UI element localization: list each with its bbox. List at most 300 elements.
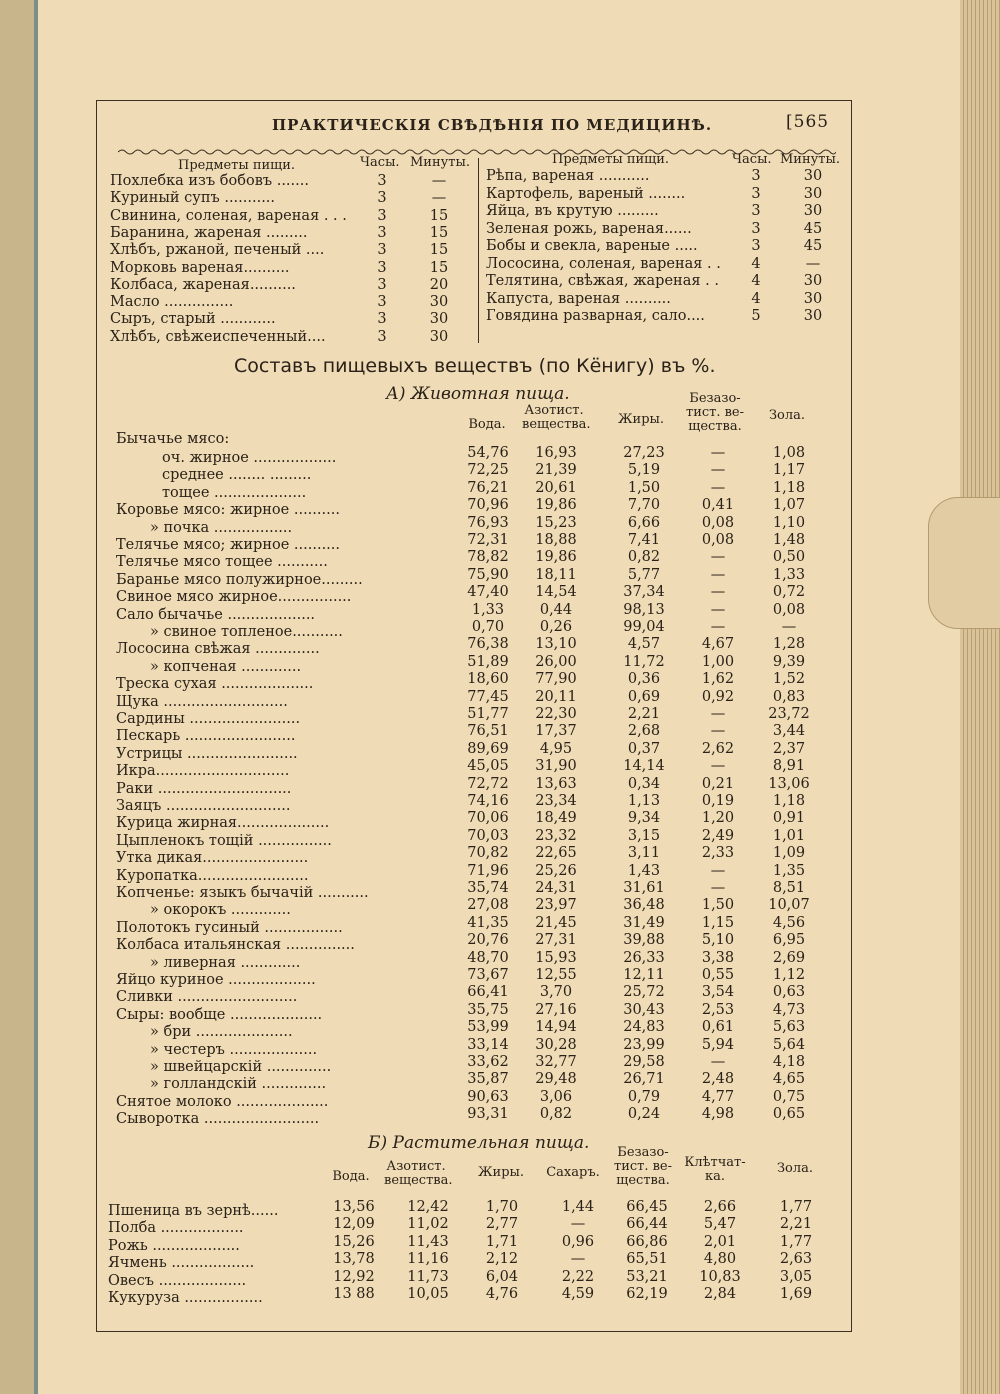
digestion-food: Яйца, въ крутую ......... [486,203,659,219]
digestion-hours: 4 [751,273,761,289]
animal-cell: 30,43 [623,1001,665,1018]
animal-cell: 37,34 [623,584,665,601]
animal-cell: 54,76 [467,445,509,461]
veg-cell: 2,21 [779,1216,813,1233]
animal-cell: 48,70 [467,949,509,966]
animal-cell: 2,37 [772,740,806,757]
animal-cell: 14,94 [535,1019,577,1036]
digestion-food: Баранина, жареная ......... [110,224,308,241]
animal-cell: 16,93 [535,445,577,461]
animal-cell: 17,37 [535,723,577,740]
animal-cell: 53,99 [467,1019,509,1036]
animal-cell: 1,48 [772,532,806,548]
animal-cell: 99,04 [623,619,665,635]
animal-cell: — [710,479,726,496]
veg-cell: 53,21 [626,1268,668,1285]
veg-cell: — [570,1216,586,1233]
animal-cell: 1,20 [701,810,735,827]
veg-cell: 11,43 [407,1233,449,1250]
digestion-head-hours-left: Часы. [360,155,400,170]
animal-food-name: Лососина свѣжая .............. [116,641,320,658]
animal-food-name: Треска сухая .................... [116,676,314,693]
veg-head-water: Вода. [332,1169,370,1184]
animal-food-name: » копченая ............. [150,658,302,675]
animal-cell: 23,99 [623,1036,665,1053]
animal-cell: 1,10 [772,514,806,531]
veg-cell: 12,92 [333,1268,375,1285]
digestion-minutes: 30 [429,328,449,345]
animal-food-name: Щука ........................... [116,693,288,710]
animal-cell: 78,82 [467,549,509,566]
animal-food-name: Снятое молоко .................... [116,1093,329,1110]
digestion-minutes: 15 [429,242,449,259]
animal-cell: 36,48 [623,897,665,914]
animal-cell: 70,82 [467,845,509,862]
animal-cell: 33,62 [467,1054,509,1070]
animal-cell: 6,66 [627,514,661,531]
animal-cell: 72,25 [467,462,509,479]
animal-cell: 0,91 [772,810,806,827]
animal-cell: — [710,706,726,722]
animal-cell: 1,13 [627,793,661,809]
veg-cell: 13,78 [333,1251,375,1268]
animal-cell: 2,62 [701,740,735,757]
animal-food-name: Курица жирная.................... [116,815,330,832]
veg-cell: 15,26 [333,1233,375,1250]
veg-cell: 0,96 [561,1233,595,1250]
animal-cell: 77,90 [535,671,577,688]
digestion-hours: 3 [377,311,387,328]
animal-head-fats: Жиры. [617,412,665,427]
digestion-minutes: 15 [429,224,449,241]
animal-cell: 1,18 [772,793,806,809]
animal-cell: — [710,619,726,635]
animal-food-name: Цыпленокъ тощій ................ [116,832,332,849]
veg-cell: 1,69 [779,1286,813,1302]
animal-food-name: Телячье мясо; жирное .......... [116,537,341,553]
animal-cell: 2,49 [701,827,735,844]
animal-cell: 29,48 [535,1071,577,1088]
animal-cell: 30,28 [535,1036,577,1053]
animal-food-name: Сыворотка ......................... [116,1111,320,1128]
digestion-minutes: 15 [429,207,449,224]
animal-cell: 6,95 [772,932,806,949]
veg-head-ash: Зола. [776,1161,814,1176]
digestion-food: Зеленая рожь, вареная...... [486,220,692,237]
digestion-hours: 3 [751,168,761,184]
animal-food-name: » честеръ ................... [150,1041,318,1058]
animal-cell: 0,19 [701,793,735,809]
digestion-minutes: 45 [803,238,823,254]
digestion-hours: 3 [377,242,387,259]
animal-cell: 0,36 [627,671,661,688]
digestion-hours: 4 [751,255,761,272]
animal-food-name: Сардины ........................ [116,711,301,727]
animal-cell: 1,50 [627,479,661,496]
veg-cell: 62,19 [626,1286,668,1302]
digestion-head-food-left: Предметы пищи. [178,158,296,173]
animal-cell: — [710,1054,726,1070]
veg-food-name: Пшеница въ зернѣ...... [108,1203,279,1219]
animal-cell: 26,00 [535,653,577,670]
animal-cell: 31,90 [535,758,577,775]
animal-cell: 1,07 [772,497,806,514]
digestion-minutes: 30 [429,294,449,311]
animal-cell: 1,62 [701,671,735,688]
animal-cell: 4,57 [627,636,661,653]
digestion-hours: 3 [377,276,387,293]
animal-cell: 18,60 [467,671,509,688]
animal-cell: 1,43 [627,862,661,879]
animal-cell: 1,35 [772,862,806,879]
animal-cell: 25,72 [623,984,665,1001]
animal-cell: 0,37 [627,740,661,757]
veg-cell: 4,59 [561,1286,595,1302]
animal-cell: 0,79 [627,1088,661,1105]
animal-food-name: » почка ................. [150,519,293,536]
animal-cell: — [710,566,726,583]
wavy-rule [118,148,836,156]
veg-cell: 2,01 [703,1233,737,1250]
animal-cell: 22,65 [535,845,577,862]
animal-food-name: Колбаса итальянская ............... [116,937,355,954]
veg-cell: 2,22 [561,1268,595,1285]
animal-cell: — [710,880,726,896]
page-number: [565 [786,112,830,132]
animal-cell: 1,33 [471,601,505,618]
animal-cell: 0,70 [471,619,505,635]
digestion-minutes: 30 [803,308,823,324]
veg-food-name: Кукуруза ................. [108,1290,263,1306]
animal-cell: 1,12 [772,967,806,983]
animal-cell: 1,18 [772,479,806,496]
animal-cell: 0,44 [539,601,573,618]
digestion-food: Картофель, вареный ........ [486,185,686,202]
animal-cell: 19,86 [535,497,577,514]
animal-cell: 29,58 [623,1054,665,1070]
animal-cell: 76,21 [467,479,509,496]
veg-cell: 13 88 [333,1286,375,1302]
digestion-minutes: — [431,173,447,189]
animal-cell: 1,01 [772,827,806,844]
animal-cell: 3,06 [539,1088,573,1105]
veg-cell: 4,80 [703,1251,737,1268]
animal-group-label: Бычачье мясо: [116,431,230,447]
animal-food-name: Полотокъ гусиный ................. [116,919,343,936]
thumb-index-tab [928,497,1000,629]
digestion-hours: 3 [377,328,387,345]
animal-food-name: » окорокъ ............. [150,902,291,919]
animal-cell: 1,28 [772,636,806,653]
veg-cell: 11,73 [407,1268,449,1285]
animal-cell: — [710,723,726,740]
digestion-food: Хлѣбъ, свѣжеиспеченный.... [110,328,326,345]
veg-food-name: Ячмень .................. [108,1255,255,1272]
animal-cell: 0,82 [539,1106,573,1123]
animal-food-name: » швейцарскій .............. [150,1059,332,1075]
digestion-food: Бобы и свекла, вареные ..... [486,238,698,254]
page-edges [960,0,1000,1394]
animal-cell: 76,38 [467,636,509,653]
animal-cell: 23,32 [535,827,577,844]
digestion-food: Капуста, вареная .......... [486,290,671,307]
animal-cell: 13,10 [535,636,577,653]
animal-food-name: Сливки .......................... [116,989,298,1006]
animal-cell: — [710,445,726,461]
animal-cell: 7,70 [627,497,661,514]
animal-food-name: Пескарь ........................ [116,728,296,745]
animal-food-name: Заяцъ ........................... [116,798,291,814]
animal-cell: 0,26 [539,619,573,635]
animal-cell: 1,00 [701,653,735,670]
animal-food-name: оч. жирное .................. [162,450,337,466]
animal-cell: 0,61 [701,1019,735,1036]
animal-food-name: Телячье мясо тощее ........... [116,554,328,571]
veg-head-nonnitrogen: Безазо- тист. ве- щества. [614,1145,672,1188]
animal-cell: 1,50 [701,897,735,914]
animal-food-name: Яйцо куриное ................... [116,972,316,988]
animal-cell: 0,63 [772,984,806,1001]
digestion-hours: 3 [751,185,761,202]
animal-subtitle: А) Животная пища. [386,384,570,404]
digestion-hours: 3 [377,224,387,241]
digestion-hours: 4 [751,290,761,307]
animal-cell: 27,16 [535,1001,577,1018]
animal-head-water: Вода. [468,417,506,432]
animal-head-ash: Зола. [768,408,806,423]
animal-cell: 24,31 [535,880,577,896]
animal-food-name: Куропатка........................ [116,867,309,884]
digestion-food: Морковь вареная.......... [110,259,290,276]
veg-cell: 1,77 [779,1233,813,1250]
veg-cell: 2,63 [779,1251,813,1268]
animal-cell: 5,94 [701,1036,735,1053]
digestion-food: Колбаса, жареная.......... [110,276,296,293]
animal-cell: 18,49 [535,810,577,827]
digestion-minutes: — [431,190,447,207]
animal-food-name: » ливерная ............. [150,954,301,971]
veg-cell: 2,84 [703,1286,737,1302]
veg-head-sugar: Сахаръ. [546,1165,600,1180]
animal-cell: 3,54 [701,984,735,1001]
digestion-minutes: 15 [429,259,449,276]
animal-cell: 26,33 [623,949,665,966]
animal-cell: 9,39 [772,653,806,670]
animal-cell: 2,33 [701,845,735,862]
animal-cell: 2,68 [627,723,661,740]
veg-cell: 65,51 [626,1251,668,1268]
veg-head-fats: Жиры. [477,1165,525,1180]
animal-cell: 35,75 [467,1001,509,1018]
digestion-food: Масло ............... [110,294,234,311]
animal-cell: 93,31 [467,1106,509,1123]
animal-cell: — [710,584,726,601]
animal-food-name: Свиное мясо жирное................ [116,589,352,606]
animal-cell: 23,97 [535,897,577,914]
animal-cell: 35,74 [467,880,509,896]
animal-cell: 3,70 [539,984,573,1001]
digestion-hours: 3 [377,190,387,207]
digestion-minutes: 30 [803,290,823,307]
animal-cell: — [710,758,726,775]
digestion-hours: 3 [751,238,761,254]
animal-cell: 39,88 [623,932,665,949]
veg-cell: 66,44 [626,1216,668,1233]
animal-cell: 3,38 [701,949,735,966]
digestion-food: Телятина, свѣжая, жареная . . [486,273,719,289]
animal-cell: 0,41 [701,497,735,514]
animal-cell: 4,18 [772,1054,806,1070]
animal-cell: 4,95 [539,740,573,757]
animal-food-name: Баранье мясо полужирное......... [116,571,363,588]
animal-cell: 1,08 [772,445,806,461]
animal-cell: 20,11 [535,688,577,705]
animal-food-name: Раки ............................. [116,780,292,797]
animal-cell: 51,89 [467,653,509,670]
digestion-minutes: 30 [429,311,449,328]
animal-cell: 12,11 [623,967,665,983]
animal-cell: 13,63 [535,775,577,792]
animal-cell: 47,40 [467,584,509,601]
animal-cell: 27,31 [535,932,577,949]
animal-cell: 1,52 [772,671,806,688]
veg-cell: 2,66 [703,1199,737,1215]
digestion-minutes: 30 [803,185,823,202]
animal-cell: 19,86 [535,549,577,566]
animal-cell: 9,34 [627,810,661,827]
digestion-food: Рѣпа, вареная ........... [486,168,650,184]
animal-cell: 70,06 [467,810,509,827]
animal-cell: — [781,619,797,635]
digestion-minutes: — [805,255,821,272]
veg-cell: 13,56 [333,1199,375,1215]
animal-cell: 70,03 [467,827,509,844]
animal-cell: 4,98 [701,1106,735,1123]
animal-cell: 11,72 [623,653,665,670]
animal-cell: 10,07 [768,897,810,914]
digestion-minutes: 30 [803,203,823,219]
animal-cell: 4,67 [701,636,735,653]
digestion-minutes: 45 [803,220,823,237]
animal-cell: 4,77 [701,1088,735,1105]
animal-food-name: тощее .................... [162,484,307,501]
animal-cell: 5,19 [627,462,661,479]
animal-cell: 0,72 [772,584,806,601]
animal-cell: 0,50 [772,549,806,566]
animal-cell: — [710,549,726,566]
digestion-hours: 3 [377,173,387,189]
animal-food-name: » бри ..................... [150,1024,293,1041]
animal-cell: 0,21 [701,775,735,792]
animal-cell: 1,17 [772,462,806,479]
animal-cell: 75,90 [467,566,509,583]
animal-cell: 0,24 [627,1106,661,1123]
animal-cell: 0,08 [772,601,806,618]
animal-cell: 41,35 [467,914,509,931]
animal-cell: 72,31 [467,532,509,548]
animal-cell: 32,77 [535,1054,577,1070]
animal-cell: 4,73 [772,1001,806,1018]
animal-cell: 23,34 [535,793,577,809]
animal-cell: 18,88 [535,532,577,548]
animal-food-name: Утка дикая....................... [116,850,309,867]
animal-cell: 0,55 [701,967,735,983]
animal-cell: 1,09 [772,845,806,862]
animal-cell: 5,77 [627,566,661,583]
column-divider [478,158,479,343]
animal-food-name: Сыры: вообще .................... [116,1006,323,1023]
animal-cell: 89,69 [467,740,509,757]
digestion-hours: 3 [751,220,761,237]
animal-cell: 2,69 [772,949,806,966]
animal-cell: 35,87 [467,1071,509,1088]
animal-cell: 25,26 [535,862,577,879]
animal-cell: 21,45 [535,914,577,931]
animal-cell: 12,55 [535,967,577,983]
animal-cell: 27,23 [623,445,665,461]
animal-cell: 1,33 [772,566,806,583]
animal-food-name: Коровье мясо: жирное .......... [116,502,340,519]
animal-cell: 26,71 [623,1071,665,1088]
animal-cell: — [710,862,726,879]
digestion-hours: 3 [377,259,387,276]
digestion-food: Хлѣбъ, ржаной, печеный .... [110,242,325,259]
animal-cell: 70,96 [467,497,509,514]
animal-cell: 14,14 [623,758,665,775]
animal-cell: 18,11 [535,566,577,583]
animal-cell: 13,06 [768,775,810,792]
animal-cell: 7,41 [627,532,661,548]
animal-cell: 27,08 [467,897,509,914]
animal-cell: 24,83 [623,1019,665,1036]
veg-cell: 4,76 [485,1286,519,1302]
animal-cell: 15,93 [535,949,577,966]
animal-cell: 77,45 [467,688,509,705]
animal-food-name: Копченье: языкъ бычачій ........... [116,885,369,901]
running-header: ПРАКТИЧЕСКІЯ СВѢДѢНІЯ ПО МЕДИЦИНѢ. [272,116,713,134]
animal-cell: 71,96 [467,862,509,879]
digestion-food: Лососина, соленая, вареная . . [486,255,721,272]
digestion-food: Говядина разварная, сало.... [486,308,705,324]
veg-head-cellulose: Клѣтчат- ка. [684,1155,746,1184]
animal-cell: 90,63 [467,1088,509,1105]
veg-food-name: Овесъ ................... [108,1272,247,1289]
veg-food-name: Рожь ................... [108,1237,240,1254]
animal-cell: 0,92 [701,688,735,705]
digestion-food: Похлебка изъ бобовъ ....... [110,173,309,189]
animal-food-name: среднее ........ ......... [162,467,312,484]
vegetable-subtitle: Б) Растительная пища. [368,1133,590,1153]
veg-cell: 12,09 [333,1216,375,1233]
veg-cell: 1,70 [485,1199,519,1215]
animal-cell: 8,91 [772,758,806,775]
adjacent-page-edge [0,0,34,1394]
animal-cell: 0,83 [772,688,806,705]
animal-cell: 74,16 [467,793,509,809]
animal-cell: 21,39 [535,462,577,479]
animal-cell: 2,48 [701,1071,735,1088]
animal-cell: 0,69 [627,688,661,705]
digestion-food: Сыръ, старый ............ [110,311,276,328]
veg-cell: 11,02 [407,1216,449,1233]
veg-cell: 3,05 [779,1268,813,1285]
veg-cell: 2,12 [485,1251,519,1268]
animal-cell: 4,65 [772,1071,806,1088]
veg-cell: 6,04 [485,1268,519,1285]
digestion-minutes: 30 [803,273,823,289]
veg-cell: 1,71 [485,1233,519,1250]
animal-cell: 76,51 [467,723,509,740]
